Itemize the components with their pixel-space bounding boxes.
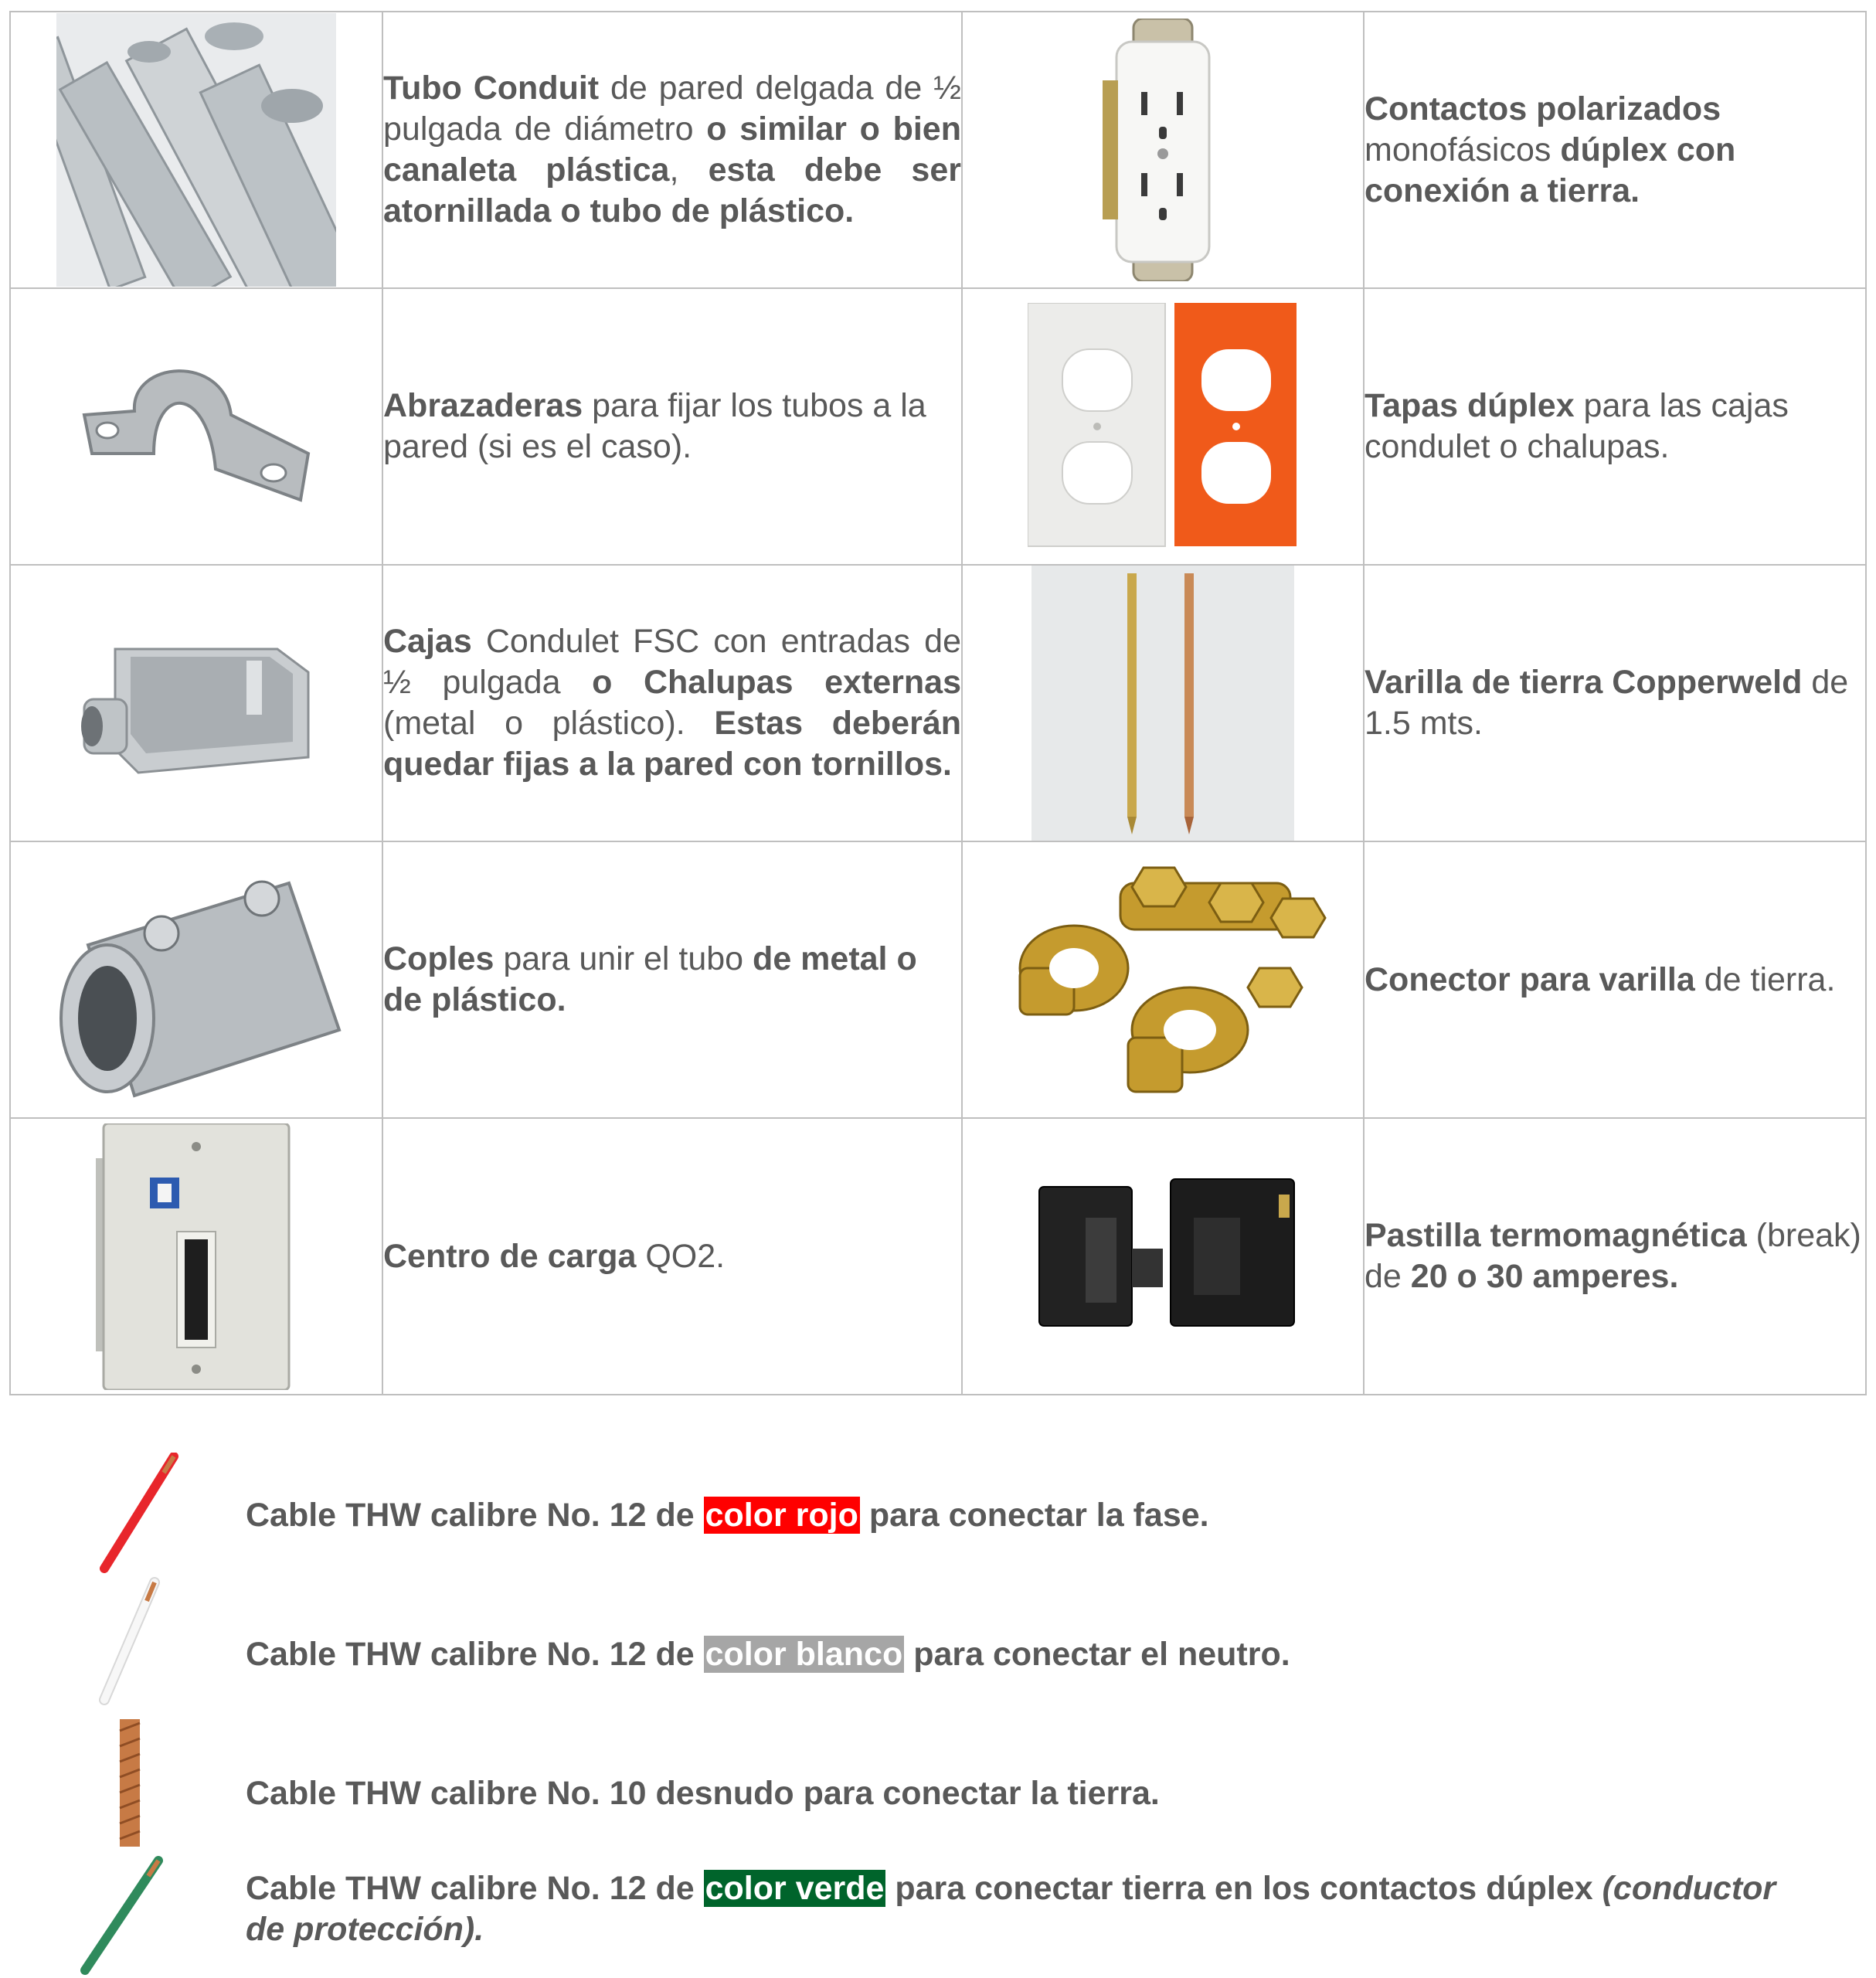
text-run: Cable THW calibre No. 12 de	[246, 1636, 704, 1673]
ground-rods-image	[962, 565, 1364, 841]
text-run: (break) de	[1365, 1217, 1861, 1295]
rich-text	[246, 1636, 1290, 1673]
rich-text	[383, 387, 926, 465]
list-item	[0, 1576, 1876, 1715]
wire-text	[246, 1495, 1209, 1536]
bold-text: o similar o bien canaleta plástica	[383, 110, 961, 189]
bold-text: Pastilla termomagnética	[1365, 1217, 1747, 1254]
bare-copper-wire-icon	[77, 1715, 201, 1851]
wire-text	[246, 1868, 1791, 1950]
ground-rod-connector-image	[962, 841, 1364, 1118]
table-row	[10, 841, 1866, 1118]
cover-plates-description	[1364, 288, 1866, 565]
load-center-image	[10, 1118, 382, 1395]
wire-text	[246, 1634, 1290, 1675]
clamp-description	[382, 288, 962, 565]
table-row	[10, 565, 1866, 841]
rich-text	[1365, 961, 1835, 998]
bold-text: de metal o de plástico.	[383, 940, 917, 1018]
bold-text: o Chalupas externas	[592, 664, 962, 701]
text-run: para conectar la fase.	[859, 1497, 1209, 1534]
text-run: Cable THW calibre No. 10 desnudo para conectar la tierra.	[246, 1775, 1160, 1812]
connector-description	[1364, 841, 1866, 1118]
bold-text: Contactos polarizados	[1365, 90, 1721, 127]
red-wire-icon	[77, 1453, 201, 1576]
rich-text	[1365, 1217, 1861, 1295]
table-row	[10, 288, 1866, 565]
wire-text	[246, 1773, 1160, 1814]
bold-text: Tubo Conduit	[383, 70, 600, 107]
rich-text	[383, 940, 917, 1018]
text-run: para unir el tubo	[494, 940, 753, 977]
text-run: QO2.	[636, 1237, 726, 1275]
duplex-outlet-image	[962, 12, 1364, 288]
rich-text	[383, 70, 961, 229]
text-run: Cable THW calibre No. 12 de	[246, 1870, 704, 1907]
rich-text	[1365, 387, 1789, 465]
text-run: para fijar los tubos a la pared (si es el caso).	[383, 387, 926, 465]
rich-text	[383, 1238, 725, 1275]
conduit-description	[382, 12, 962, 288]
bold-text: Cajas	[383, 623, 472, 660]
text-run: Condulet FSC con entradas de ½ pulgada	[383, 623, 961, 701]
text-run: monofásicos	[1365, 131, 1561, 168]
color-highlight: color rojo	[705, 1497, 858, 1534]
rich-text	[246, 1775, 1160, 1812]
text-run: de tierra.	[1694, 960, 1836, 998]
bold-text: Estas deberán quedar fijas a la pared con tornillos.	[383, 705, 961, 783]
text-run: ,	[669, 151, 709, 189]
white-wire-icon	[77, 1576, 201, 1708]
bold-text: Abrazaderas	[383, 387, 583, 424]
bold-text: Tapas dúplex	[1365, 387, 1575, 424]
conduit-pipes-image	[10, 12, 382, 288]
table-row	[10, 1118, 1866, 1395]
list-item	[0, 1854, 1876, 1978]
circuit-breakers-image	[962, 1118, 1364, 1395]
rich-text	[383, 623, 961, 783]
breaker-description	[1364, 1118, 1866, 1395]
coupling-description	[382, 841, 962, 1118]
load-center-description	[382, 1118, 962, 1395]
text-run: de 1.5 mts.	[1365, 664, 1849, 742]
text-run: (metal o plástico).	[383, 705, 715, 742]
bold-text: Centro de carga	[383, 1237, 637, 1275]
outlet-description	[1364, 12, 1866, 288]
rich-text	[246, 1870, 1776, 1948]
duplex-cover-plates-image	[962, 288, 1364, 565]
rich-text	[1365, 664, 1848, 742]
conduit-coupling-image	[10, 841, 382, 1118]
color-highlight: color verde	[705, 1870, 885, 1907]
text-run: Cable THW calibre No. 12 de	[246, 1497, 704, 1534]
italic-text: (conductor de protección).	[246, 1870, 1776, 1948]
bold-text: Conector para varilla	[1365, 960, 1695, 998]
bold-text: Coples	[383, 940, 494, 977]
rich-text	[246, 1497, 1209, 1534]
bold-text: dúplex con conexión a tierra.	[1365, 131, 1736, 209]
text-run: para conectar el neutro.	[904, 1636, 1290, 1673]
green-wire-icon	[77, 1854, 201, 1976]
list-item	[0, 1715, 1876, 1854]
condulet-box-image	[10, 565, 382, 841]
materials-table	[9, 11, 1867, 1395]
text-run: para las cajas condulet o chalupas.	[1365, 387, 1789, 465]
bold-text: 20 o 30 amperes.	[1410, 1258, 1679, 1295]
pipe-clamp-image	[10, 288, 382, 565]
box-description	[382, 565, 962, 841]
color-highlight: color blanco	[705, 1636, 903, 1673]
bold-text: esta debe ser atornillada o tubo de plástico.	[383, 151, 961, 229]
ground-rod-description	[1364, 565, 1866, 841]
text-run: de pared delgada de ½ pulgada de diámetro	[383, 70, 961, 148]
rich-text	[1365, 90, 1735, 209]
bold-text: Varilla de tierra Copperweld	[1365, 664, 1803, 701]
text-run: para conectar tierra en los contactos dúplex	[885, 1870, 1602, 1907]
list-item	[0, 1422, 1876, 1576]
table-row	[10, 12, 1866, 288]
